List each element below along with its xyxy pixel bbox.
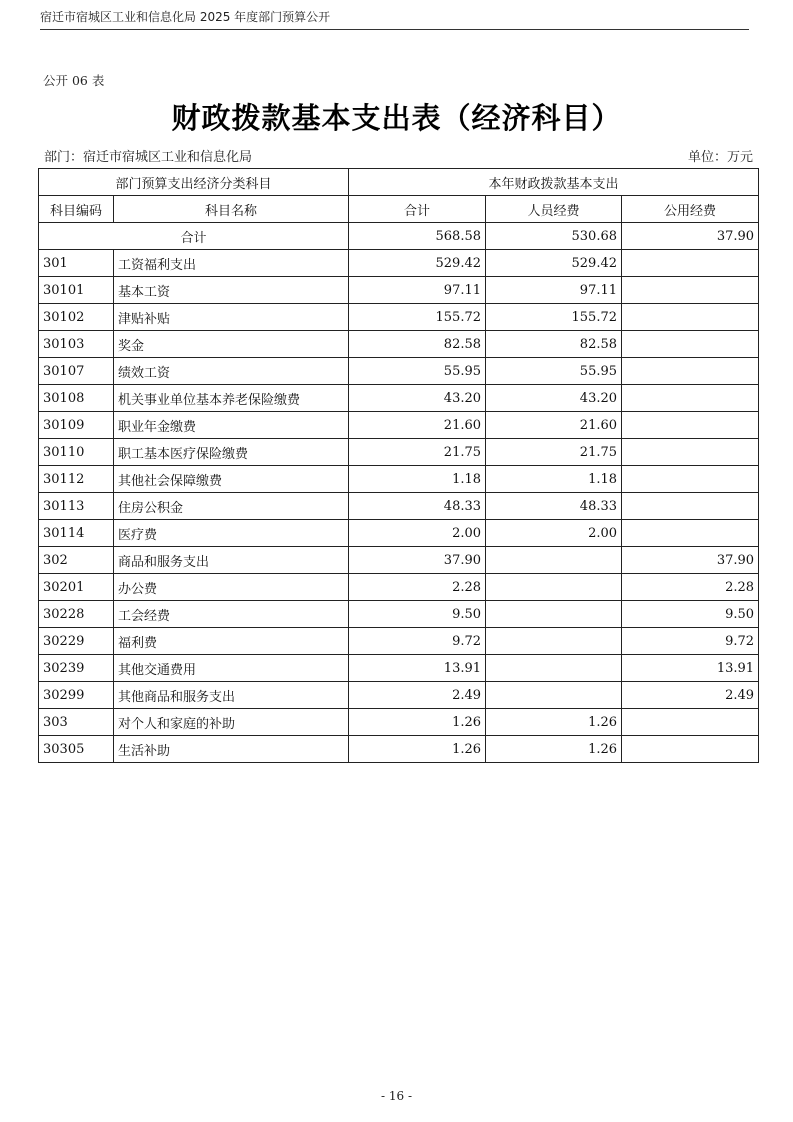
page-number: - 16 - xyxy=(380,1089,412,1103)
table-row xyxy=(39,736,759,763)
cell-code: 30113 xyxy=(39,493,114,520)
cell-public: 9.50 xyxy=(622,601,759,628)
header-row-group xyxy=(39,169,759,196)
column-header-name: 科目名称 xyxy=(114,196,349,223)
cell-code: 30201 xyxy=(39,574,114,601)
total-sum: 568.58 xyxy=(349,223,486,250)
column-header-public: 公用经费 xyxy=(622,196,759,223)
cell-public: 9.72 xyxy=(622,628,759,655)
table-row xyxy=(39,385,759,412)
cell-public xyxy=(622,709,759,736)
cell-personnel: 21.60 xyxy=(486,412,622,439)
department-label: 部门：宿迁市宿城区工业和信息化局 xyxy=(44,150,253,165)
cell-total: 43.20 xyxy=(349,385,486,412)
table-row xyxy=(39,574,759,601)
cell-total: 21.75 xyxy=(349,439,486,466)
cell-name: 住房公积金 xyxy=(114,493,349,520)
cell-name: 其他社会保障缴费 xyxy=(114,466,349,493)
group-header-left: 部门预算支出经济分类科目 xyxy=(39,169,349,196)
page-title: 财政拨款基本支出表（经济科目） xyxy=(171,101,622,135)
column-header-personnel: 人员经费 xyxy=(486,196,622,223)
cell-code: 30114 xyxy=(39,520,114,547)
cell-personnel: 1.26 xyxy=(486,709,622,736)
cell-name: 福利费 xyxy=(114,628,349,655)
cell-name: 医疗费 xyxy=(114,520,349,547)
column-header-total: 合计 xyxy=(349,196,486,223)
cell-personnel: 1.18 xyxy=(486,466,622,493)
cell-code: 301 xyxy=(39,250,114,277)
cell-personnel: 21.75 xyxy=(486,439,622,466)
cell-public xyxy=(622,250,759,277)
cell-name: 机关事业单位基本养老保险缴费 xyxy=(114,385,349,412)
table-row xyxy=(39,439,759,466)
cell-public: 2.49 xyxy=(622,682,759,709)
cell-code: 302 xyxy=(39,547,114,574)
cell-personnel: 155.72 xyxy=(486,304,622,331)
cell-total: 82.58 xyxy=(349,331,486,358)
cell-name: 绩效工资 xyxy=(114,358,349,385)
cell-code: 30229 xyxy=(39,628,114,655)
cell-total: 9.50 xyxy=(349,601,486,628)
column-header-code: 科目编码 xyxy=(39,196,114,223)
table-row xyxy=(39,628,759,655)
table-row xyxy=(39,466,759,493)
cell-name: 奖金 xyxy=(114,331,349,358)
cell-name: 生活补助 xyxy=(114,736,349,763)
table-row xyxy=(39,493,759,520)
cell-public xyxy=(622,358,759,385)
cell-personnel xyxy=(486,601,622,628)
cell-total: 2.00 xyxy=(349,520,486,547)
table-row xyxy=(39,331,759,358)
group-header-right: 本年财政拨款基本支出 xyxy=(349,169,759,196)
cell-total: 9.72 xyxy=(349,628,486,655)
cell-code: 30109 xyxy=(39,412,114,439)
table-row xyxy=(39,682,759,709)
table-row xyxy=(39,709,759,736)
cell-name: 办公费 xyxy=(114,574,349,601)
cell-total: 1.26 xyxy=(349,709,486,736)
cell-public xyxy=(622,277,759,304)
cell-personnel: 82.58 xyxy=(486,331,622,358)
cell-name: 职业年金缴费 xyxy=(114,412,349,439)
cell-personnel: 55.95 xyxy=(486,358,622,385)
table-row xyxy=(39,601,759,628)
cell-code: 30110 xyxy=(39,439,114,466)
cell-total: 13.91 xyxy=(349,655,486,682)
cell-public xyxy=(622,493,759,520)
cell-personnel: 48.33 xyxy=(486,493,622,520)
cell-public xyxy=(622,412,759,439)
total-public: 37.90 xyxy=(622,223,759,250)
cell-public xyxy=(622,520,759,547)
total-label: 合计 xyxy=(39,223,349,250)
table-row xyxy=(39,547,759,574)
cell-name: 其他商品和服务支出 xyxy=(114,682,349,709)
cell-code: 30107 xyxy=(39,358,114,385)
cell-public: 2.28 xyxy=(622,574,759,601)
cell-name: 其他交通费用 xyxy=(114,655,349,682)
cell-public xyxy=(622,439,759,466)
total-personnel: 530.68 xyxy=(486,223,622,250)
cell-code: 30239 xyxy=(39,655,114,682)
cell-personnel: 97.11 xyxy=(486,277,622,304)
cell-name: 工资福利支出 xyxy=(114,250,349,277)
cell-total: 2.28 xyxy=(349,574,486,601)
cell-total: 2.49 xyxy=(349,682,486,709)
cell-total: 48.33 xyxy=(349,493,486,520)
cell-total: 1.18 xyxy=(349,466,486,493)
table-row xyxy=(39,304,759,331)
cell-name: 基本工资 xyxy=(114,277,349,304)
cell-total: 21.60 xyxy=(349,412,486,439)
cell-total: 155.72 xyxy=(349,304,486,331)
cell-code: 30228 xyxy=(39,601,114,628)
cell-total: 1.26 xyxy=(349,736,486,763)
cell-public: 37.90 xyxy=(622,547,759,574)
cell-code: 30108 xyxy=(39,385,114,412)
cell-code: 30299 xyxy=(39,682,114,709)
cell-name: 商品和服务支出 xyxy=(114,547,349,574)
cell-public: 13.91 xyxy=(622,655,759,682)
cell-personnel xyxy=(486,682,622,709)
header-row-columns xyxy=(39,196,759,223)
cell-personnel: 1.26 xyxy=(486,736,622,763)
table-row xyxy=(39,520,759,547)
table-row xyxy=(39,250,759,277)
table-code: 公开 06 表 xyxy=(43,73,105,88)
cell-code: 30102 xyxy=(39,304,114,331)
cell-personnel xyxy=(486,574,622,601)
cell-code: 303 xyxy=(39,709,114,736)
cell-public xyxy=(622,331,759,358)
cell-personnel xyxy=(486,655,622,682)
table-row xyxy=(39,277,759,304)
cell-name: 津贴补贴 xyxy=(114,304,349,331)
cell-personnel: 43.20 xyxy=(486,385,622,412)
cell-public xyxy=(622,304,759,331)
table-row xyxy=(39,358,759,385)
cell-name: 职工基本医疗保险缴费 xyxy=(114,439,349,466)
budget-table xyxy=(38,168,759,763)
cell-code: 30101 xyxy=(39,277,114,304)
cell-code: 30103 xyxy=(39,331,114,358)
total-row xyxy=(39,223,759,250)
cell-public xyxy=(622,385,759,412)
unit-label: 单位：万元 xyxy=(687,150,753,165)
cell-personnel: 2.00 xyxy=(486,520,622,547)
cell-code: 30112 xyxy=(39,466,114,493)
cell-personnel xyxy=(486,547,622,574)
cell-personnel: 529.42 xyxy=(486,250,622,277)
cell-personnel xyxy=(486,628,622,655)
cell-code: 30305 xyxy=(39,736,114,763)
cell-name: 对个人和家庭的补助 xyxy=(114,709,349,736)
running-header: 宿迁市宿城区工业和信息化局 2025 年度部门预算公开 xyxy=(40,9,749,30)
cell-total: 97.11 xyxy=(349,277,486,304)
table-row xyxy=(39,412,759,439)
cell-public xyxy=(622,466,759,493)
cell-name: 工会经费 xyxy=(114,601,349,628)
table-row xyxy=(39,655,759,682)
cell-total: 37.90 xyxy=(349,547,486,574)
cell-total: 55.95 xyxy=(349,358,486,385)
cell-public xyxy=(622,736,759,763)
cell-total: 529.42 xyxy=(349,250,486,277)
